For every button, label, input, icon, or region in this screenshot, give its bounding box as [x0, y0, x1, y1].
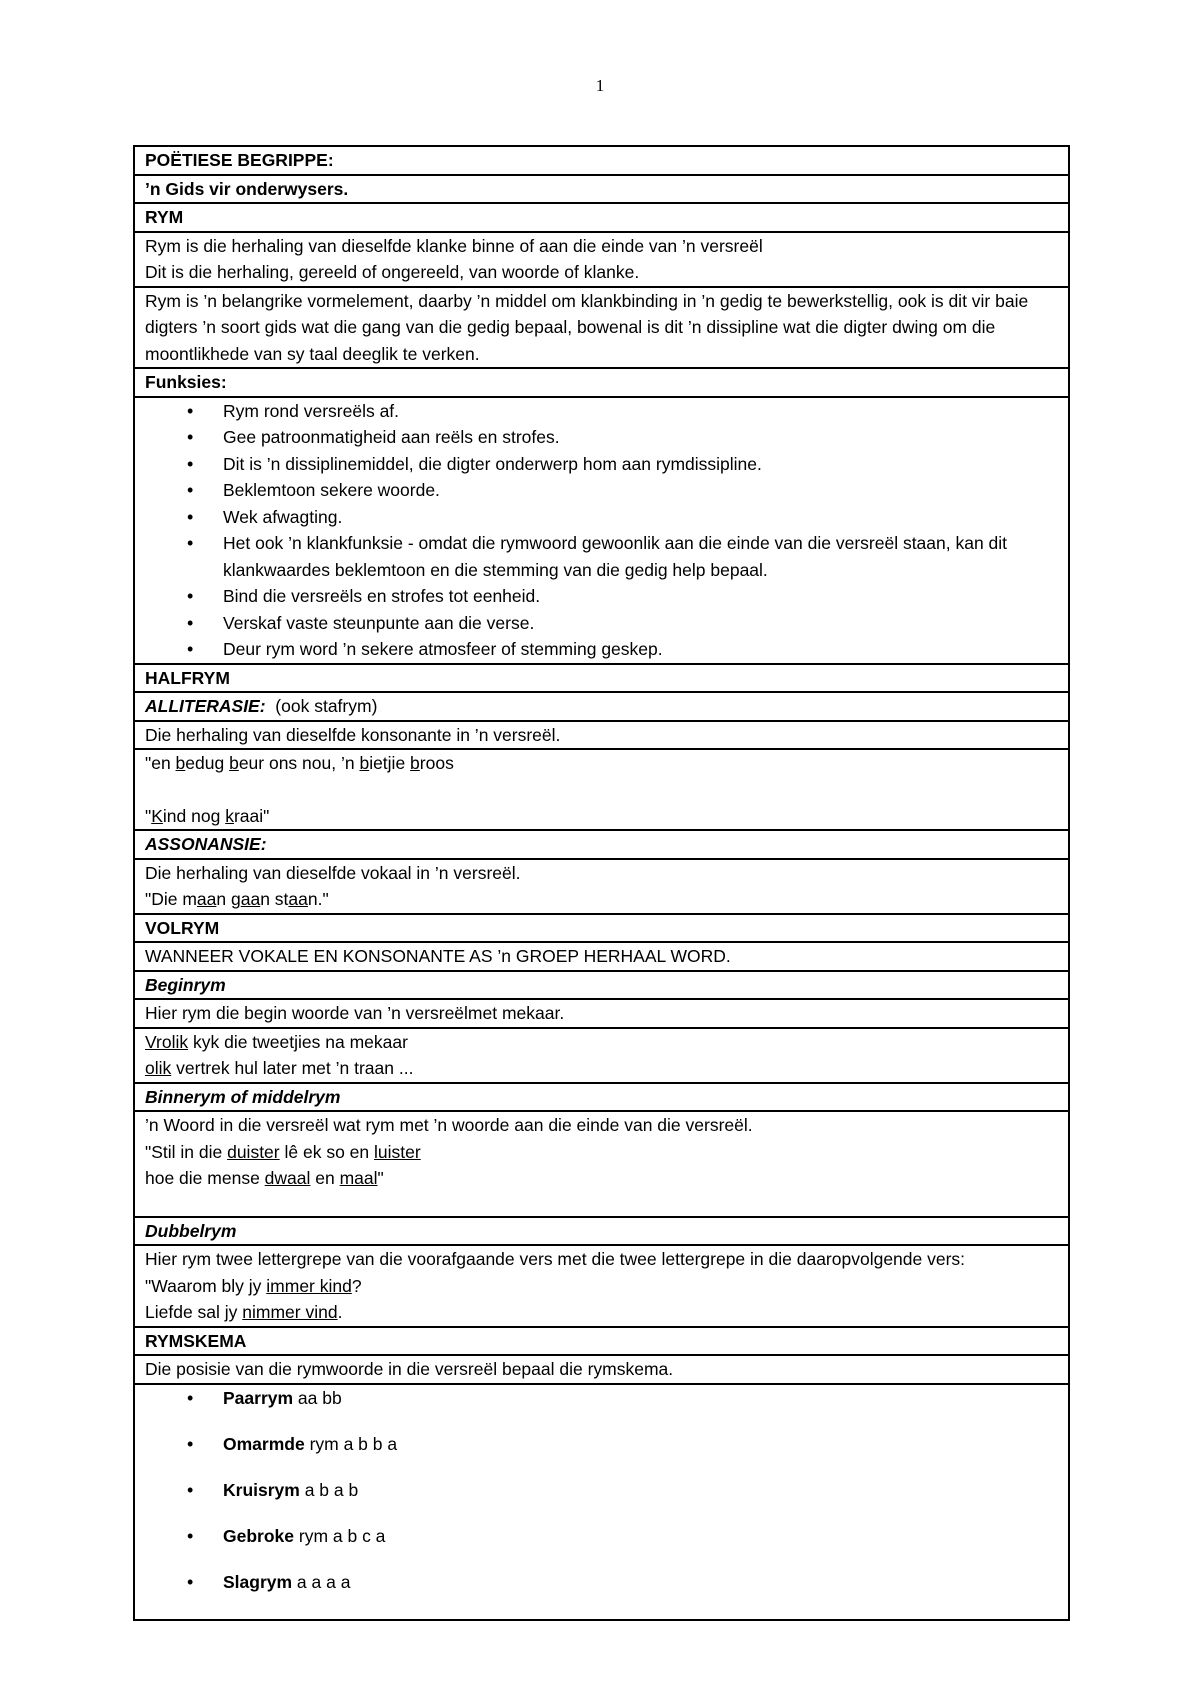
list-item: • Omarmde rym a b b a [145, 1431, 1068, 1457]
beginrym-example [135, 1027, 1068, 1082]
alliterasie-example-line: "en bedug beur ons nou, ’n bietjie broos [145, 753, 454, 773]
binnerym-example-line: "Stil in die duister lê ek so en luister [145, 1141, 421, 1162]
list-item: • Gee patroonmatigheid aan reëls en strofes. [145, 424, 1068, 451]
funksies-heading: Funksies: [135, 367, 1068, 396]
dubbelrym-example-line: "Waarom bly jy immer kind? [145, 1275, 362, 1296]
rym-paragraph: Rym is ’n belangrike vormelement, daarby ’n middel om klankbinding in ’n gedig te bewerkstellig, ook is dit vir baie digters ’n soort gids wat die gang van die gedig bepaal, bowenal is dit ’n dissipline wat die digter dwing om die moontlikhede van sy taal deeglik te verken. [135, 286, 1068, 368]
funksies-list-cell [135, 396, 1068, 663]
list-item: • Paarrym aa bb [145, 1385, 1068, 1411]
list-item: • Het ook ’n klankfunksie - omdat die rymwoord gewoonlik aan die einde van die versreël staan, kan dit klankwaardes beklemtoon en die stemming van die gedig help bepaal. [145, 530, 1068, 583]
rym-heading: RYM [135, 202, 1068, 231]
document-title: POËTIESE BEGRIPPE: [145, 150, 334, 170]
binnerym-heading: Binnerym of middelrym [135, 1082, 1068, 1111]
alliterasie-heading: ALLITERASIE: [145, 696, 266, 716]
list-item: • Beklemtoon sekere woorde. [145, 477, 1068, 504]
alliterasie-example-line: "Kind nog kraai" [145, 805, 270, 826]
list-item: • Wek afwagting. [145, 504, 1068, 531]
beginrym-example-line: olik vertrek hul later met ’n traan ... [145, 1058, 414, 1078]
document-subtitle: ’n Gids vir onderwysers. [135, 174, 1068, 203]
dubbelrym-heading: Dubbelrym [135, 1216, 1068, 1245]
alliterasie-examples [135, 748, 1068, 829]
page-number: 1 [595, 76, 605, 95]
list-item: • Deur rym word ’n sekere atmosfeer of stemming geskep. [145, 636, 1068, 663]
dubbelrym-body [135, 1244, 1068, 1326]
rymskema-list-cell [135, 1383, 1068, 1619]
rymskema-definition: Die posisie van die rymwoorde in die versreël bepaal die rymskema. [135, 1354, 1068, 1383]
list-item: • Verskaf vaste steunpunte aan die verse. [145, 610, 1068, 637]
assonansie-heading: ASSONANSIE: [135, 829, 1068, 858]
alliterasie-definition: Die herhaling van dieselfde konsonante in ’n versreël. [135, 720, 1068, 749]
blank-line [145, 777, 1068, 803]
list-item: • Dit is ’n dissiplinemiddel, die digter onderwerp hom aan rymdissipline. [145, 451, 1068, 478]
list-item: • Slagrym a a a a [145, 1569, 1068, 1595]
beginrym-definition: Hier rym die begin woorde van ’n versreëlmet mekaar. [135, 998, 1068, 1027]
glossary-table [133, 145, 1070, 1621]
rymskema-heading: RYMSKEMA [135, 1326, 1068, 1355]
rym-definition-line: Rym is die herhaling van dieselfde klanke binne of aan die einde van ’n versreël [145, 235, 763, 256]
volrym-definition: WANNEER VOKALE EN KONSONANTE AS ’n GROEP HERHAAL WORD. [135, 941, 1068, 970]
dubbelrym-definition: Hier rym twee lettergrepe van die voorafgaande vers met die twee lettergrepe in die daaropvolgende vers: [145, 1249, 966, 1269]
list-item: • Rym rond versreëls af. [145, 398, 1068, 425]
list-item: • Bind die versreëls en strofes tot eenheid. [145, 583, 1068, 610]
list-item: • Gebroke rym a b c a [145, 1523, 1068, 1549]
rym-definition [135, 231, 1068, 286]
assonansie-definition: Die herhaling van dieselfde vokaal in ’n versreël. [145, 862, 521, 883]
halfrym-heading: HALFRYM [135, 663, 1068, 692]
alliterasie-note: (ook stafrym) [275, 696, 378, 716]
beginrym-example-line: Vrolik kyk die tweetjies na mekaar [145, 1031, 408, 1052]
volrym-heading: VOLRYM [135, 913, 1068, 942]
list-item: • Kruisrym a b a b [145, 1477, 1068, 1503]
binnerym-definition: ’n Woord in die versreël wat rym met ’n woorde aan die einde van die versreël. [145, 1115, 753, 1135]
assonansie-body [135, 858, 1068, 913]
dubbelrym-example-line: Liefde sal jy nimmer vind. [145, 1302, 343, 1322]
alliterasie-heading-row [135, 691, 1068, 720]
rym-definition-line: Dit is die herhaling, gereeld of ongereeld, van woorde of klanke. [145, 262, 640, 282]
binnerym-example-line: hoe die mense dwaal en maal" [145, 1168, 384, 1188]
beginrym-heading: Beginrym [135, 970, 1068, 999]
funksies-list [145, 398, 1068, 663]
rymskema-list [145, 1385, 1068, 1595]
assonansie-example: "Die maan gaan staan." [145, 889, 329, 909]
binnerym-body [135, 1110, 1068, 1216]
